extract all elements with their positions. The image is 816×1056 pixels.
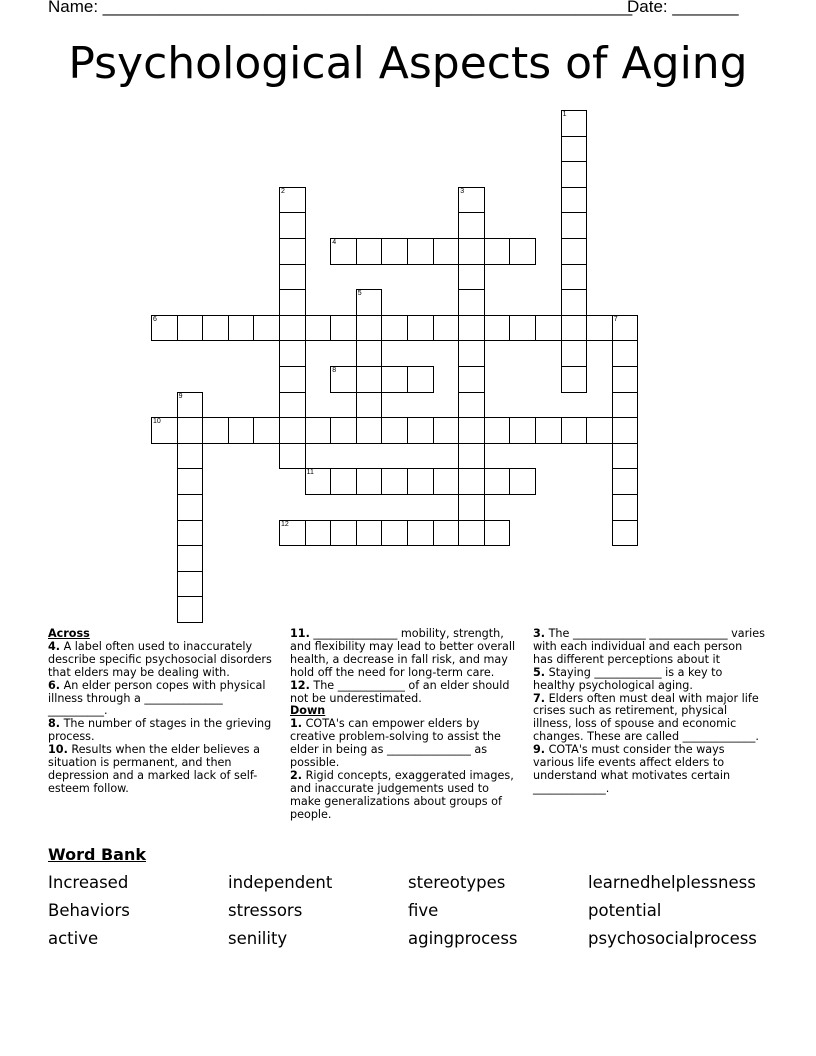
- crossword-cell[interactable]: [177, 571, 204, 598]
- clue-number: 9: [178, 392, 183, 400]
- crossword-cell[interactable]: [279, 289, 306, 316]
- word-bank-item: potential: [588, 901, 662, 920]
- word-bank-item: psychosocialprocess: [588, 929, 757, 948]
- crossword-cell[interactable]: [484, 468, 511, 495]
- crossword-cell[interactable]: [458, 468, 485, 495]
- crossword-cell[interactable]: [407, 366, 434, 393]
- crossword-cell[interactable]: [279, 340, 306, 367]
- crossword-cell[interactable]: [177, 494, 204, 521]
- crossword-cell[interactable]: [484, 520, 511, 547]
- clue-number: 4: [332, 239, 337, 246]
- crossword-cell[interactable]: [151, 315, 178, 342]
- word-bank-item: Increased: [48, 873, 129, 892]
- crossword-cell[interactable]: [330, 238, 357, 265]
- crossword-cell[interactable]: [253, 417, 280, 444]
- crossword-cell[interactable]: [458, 340, 485, 367]
- crossword-cell[interactable]: [484, 315, 511, 342]
- clue-down-1: 1. COTA's can empower elders by creative problem-solving to assist the elder in being as _______________ as possible.: [290, 717, 501, 770]
- crossword-cell[interactable]: [356, 315, 383, 342]
- clue-number: 11: [306, 469, 314, 477]
- crossword-cell[interactable]: [612, 417, 639, 444]
- crossword-cell[interactable]: [330, 468, 357, 495]
- crossword-cell[interactable]: [458, 212, 485, 239]
- crossword-cell[interactable]: [561, 161, 588, 188]
- crossword-cell[interactable]: [330, 417, 357, 444]
- crossword-cell[interactable]: [381, 315, 408, 342]
- crossword-cell[interactable]: [356, 392, 383, 419]
- crossword-cell[interactable]: [305, 520, 332, 547]
- clue-across-6: 6. An elder person copes with physical illness through a ______________ __________.: [48, 678, 266, 718]
- crossword-cell[interactable]: [612, 494, 639, 521]
- word-bank-item: stereotypes: [408, 873, 506, 892]
- crossword-cell[interactable]: [586, 315, 613, 342]
- crossword-cell[interactable]: [586, 417, 613, 444]
- crossword-cell[interactable]: [381, 238, 408, 265]
- crossword-cell[interactable]: [561, 264, 588, 291]
- crossword-cell[interactable]: [356, 520, 383, 547]
- across-heading: Across: [48, 627, 90, 640]
- clues-column-1: [48, 628, 280, 796]
- clues-column-3: [533, 628, 765, 796]
- crossword-cell[interactable]: [458, 264, 485, 291]
- down-heading: Down: [290, 704, 326, 718]
- crossword-cell[interactable]: [433, 315, 460, 342]
- clue-across-11: 11. _______________ mobility, strength, and flexibility may lead to better overall health, a decrease in fall risk, and may hold off the need for long-term care.: [290, 627, 516, 679]
- clue-down-7: 7. Elders often must deal with major life crises such as retirement, physical illness, loss of spouse and economic changes. These are called _____________.: [533, 691, 759, 744]
- crossword-cell[interactable]: [433, 417, 460, 444]
- crossword-cell[interactable]: [177, 520, 204, 547]
- crossword-cell[interactable]: [509, 315, 536, 342]
- crossword-cell[interactable]: [381, 520, 408, 547]
- crossword-cell[interactable]: [356, 468, 383, 495]
- crossword-cell[interactable]: [381, 366, 408, 393]
- word-bank-item: active: [48, 929, 99, 948]
- crossword-cell[interactable]: [458, 238, 485, 265]
- clue-down-9: 9. COTA's must consider the ways various life events affect elders to understand what motivates certain _____________.: [533, 743, 731, 795]
- crossword-cell[interactable]: [458, 417, 485, 444]
- crossword-cell[interactable]: [561, 212, 588, 239]
- crossword-cell[interactable]: [151, 417, 178, 444]
- clue-number: 8: [332, 367, 337, 374]
- word-bank-item: agingprocess: [408, 929, 518, 948]
- word-bank-item: Behaviors: [48, 901, 130, 920]
- name-field: Name: ________________________________________________________: [48, 0, 633, 16]
- crossword-cell[interactable]: [356, 340, 383, 367]
- crossword-cell[interactable]: [228, 417, 255, 444]
- clue-number: 2: [281, 187, 285, 195]
- crossword-cell[interactable]: [356, 289, 383, 316]
- crossword-cell[interactable]: [535, 417, 562, 444]
- crossword-cell[interactable]: [509, 238, 536, 265]
- clue-number: 10: [153, 418, 161, 426]
- clue-number: 5: [357, 290, 362, 298]
- clue-number: 3: [460, 187, 465, 195]
- crossword-cell[interactable]: [458, 366, 485, 393]
- crossword-cell[interactable]: [330, 366, 357, 393]
- crossword-cell[interactable]: [279, 443, 306, 470]
- crossword-cell[interactable]: [407, 315, 434, 342]
- crossword-cell[interactable]: [177, 596, 204, 623]
- date-field: Date: _______: [627, 0, 739, 16]
- clue-across-4: 4. A label often used to inaccurately describe specific psychosocial disorders that elders may be dealing with.: [48, 639, 272, 679]
- crossword-cell[interactable]: [458, 315, 485, 342]
- clue-number: 1: [562, 111, 567, 118]
- crossword-cell[interactable]: [279, 212, 306, 239]
- crossword-cell[interactable]: [484, 417, 511, 444]
- crossword-cell[interactable]: [407, 468, 434, 495]
- word-bank-item: independent: [228, 873, 333, 892]
- crossword-cell[interactable]: [356, 366, 383, 393]
- crossword-cell[interactable]: [177, 392, 204, 419]
- clue-number: 12: [281, 520, 289, 528]
- crossword-cell[interactable]: [509, 417, 536, 444]
- crossword-cell[interactable]: [561, 340, 588, 367]
- crossword-cell[interactable]: [253, 315, 280, 342]
- crossword-cell[interactable]: [202, 417, 229, 444]
- clue-down-5: 5. Staying ____________ is a key to healthy psychological aging.: [533, 665, 723, 692]
- crossword-cell[interactable]: [561, 315, 588, 342]
- clue-down-3: 3. The _____________ ______________ varies with each individual and each person has different perceptions about it: [533, 627, 766, 666]
- word-bank-item: senility: [228, 929, 288, 948]
- crossword-cell[interactable]: [561, 417, 588, 444]
- crossword-cell[interactable]: [305, 315, 332, 342]
- crossword-cell[interactable]: [279, 315, 306, 342]
- crossword-cell[interactable]: [356, 417, 383, 444]
- crossword-cell[interactable]: [407, 417, 434, 444]
- clue-down-2: 2. Rigid concepts, exaggerated images, and inaccurate judgements used to make generalizations about groups of people.: [290, 768, 514, 821]
- crossword-cell[interactable]: [177, 545, 204, 572]
- crossword-cell[interactable]: [509, 468, 536, 495]
- crossword-cell[interactable]: [202, 315, 229, 342]
- crossword-cell[interactable]: [612, 366, 639, 393]
- crossword-cell[interactable]: [433, 238, 460, 265]
- crossword-cell[interactable]: [279, 264, 306, 291]
- word-bank-item: five: [408, 901, 439, 920]
- crossword-cell[interactable]: [177, 468, 204, 495]
- crossword-cell[interactable]: [561, 136, 588, 163]
- crossword-cell[interactable]: [612, 520, 639, 547]
- crossword-cell[interactable]: [305, 417, 332, 444]
- clue-across-10: 10. Results when the elder believes a situation is permanent, and then depression and a marked lack of self-esteem follow.: [48, 743, 260, 795]
- crossword-cell[interactable]: [407, 520, 434, 547]
- crossword-cell[interactable]: [228, 315, 255, 342]
- crossword-cell[interactable]: [279, 417, 306, 444]
- crossword-cell[interactable]: [433, 520, 460, 547]
- crossword-cell[interactable]: [612, 315, 639, 342]
- crossword-cell[interactable]: [305, 468, 332, 495]
- crossword-cell[interactable]: [279, 392, 306, 419]
- word-bank-title: Word Bank: [48, 845, 147, 864]
- crossword-cell[interactable]: [561, 289, 588, 316]
- crossword-cell[interactable]: [561, 366, 588, 393]
- crossword-cell[interactable]: [356, 238, 383, 265]
- crossword-cell[interactable]: [612, 468, 639, 495]
- crossword-cell[interactable]: [177, 443, 204, 470]
- crossword-cell[interactable]: [458, 392, 485, 419]
- crossword-cell[interactable]: [279, 238, 306, 265]
- word-bank-item: stressors: [228, 901, 303, 920]
- word-bank-item: learnedhelplessness: [588, 873, 756, 892]
- crossword-cell[interactable]: [433, 468, 460, 495]
- crossword-cell[interactable]: [612, 392, 639, 419]
- page-title: Psychological Aspects of Aging: [68, 38, 748, 89]
- crossword-cell[interactable]: [407, 238, 434, 265]
- crossword-cell[interactable]: [279, 187, 306, 214]
- crossword-cell[interactable]: [458, 494, 485, 521]
- crossword-cell[interactable]: [381, 468, 408, 495]
- crossword-cell[interactable]: [279, 520, 306, 547]
- crossword-cell[interactable]: [279, 366, 306, 393]
- crossword-cell[interactable]: [330, 520, 357, 547]
- crossword-cell[interactable]: [458, 520, 485, 547]
- crossword-cell[interactable]: [458, 443, 485, 470]
- crossword-cell[interactable]: [177, 315, 204, 342]
- crossword-cell[interactable]: [458, 187, 485, 214]
- clue-number: 7: [613, 315, 618, 323]
- crossword-cell[interactable]: [561, 110, 588, 137]
- clue-number: 6: [153, 315, 157, 323]
- crossword-cell[interactable]: [330, 315, 357, 342]
- crossword-cell[interactable]: [612, 443, 639, 470]
- crossword-cell[interactable]: [177, 417, 204, 444]
- crossword-cell[interactable]: [561, 187, 588, 214]
- clue-across-8: 8. The number of stages in the grieving process.: [48, 717, 272, 744]
- crossword-cell[interactable]: [484, 238, 511, 265]
- clue-across-12: 12. The ____________ of an elder should not be underestimated.: [290, 678, 510, 705]
- crossword-cell[interactable]: [561, 238, 588, 265]
- crossword-cell[interactable]: [535, 315, 562, 342]
- crossword-cell[interactable]: [612, 340, 639, 367]
- crossword-cell[interactable]: [381, 417, 408, 444]
- crossword-cell[interactable]: [458, 289, 485, 316]
- clues-column-2: [290, 628, 522, 822]
